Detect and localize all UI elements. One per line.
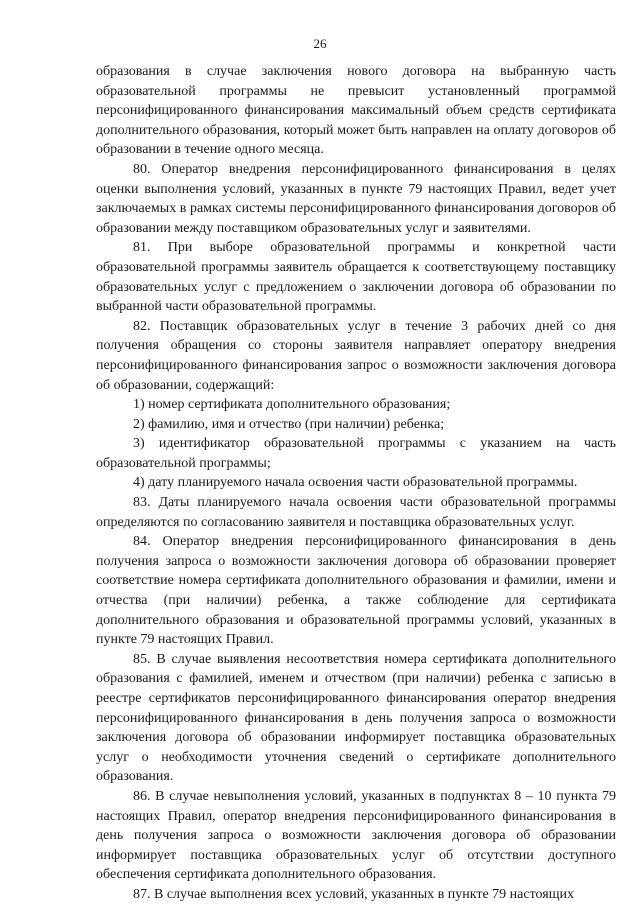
paragraph-86: 86. В случае невыполнения условий, указанных в подпунктах 8 – 10 пункта 79 настоящих Правил, оператор внедрения персонифицированного финансирования в день получения запроса о возможности заключения договора об образовании информирует поставщика образовательных услуг об отсутствии доступного обеспечения сертификата дополнительного образования. — [96, 788, 616, 883]
page-number: 26 — [313, 36, 327, 51]
paragraph-82: 82. Поставщик образовательных услуг в течение 3 рабочих дней со дня получения обращения со стороны заявителя направляет оператору внедрения персонифицированного финансирования запрос о возможности заключения договора об образовании, содержащий: — [96, 318, 616, 393]
list-item-2: 2) фамилию, имя и отчество (при наличии) ребенка; — [133, 416, 445, 432]
list-item-4: 4) дату планируемого начала освоения части образовательной программы. — [133, 475, 578, 491]
paragraph-80: 80. Оператор внедрения персонифицированного финансирования в целях оценки выполнения условий, указанных в пункте 79 настоящих Правил, ведет учет заключаемых в рамках системы персонифицированного финансирования договоров об образовании между поставщиком образовательных услуг и заявителями. — [96, 161, 616, 236]
document-body — [96, 62, 616, 905]
paragraph-85: 85. В случае выявления несоответствия номера сертификата дополнительного образования с фамилией, именем и отчеством (при наличии) ребенка с записью в реестре сертификатов персонифицированного финансирования оператор внедрения персонифицированного финансирования в день получения запроса о возможности заключения договора об образовании информирует поставщика образовательных услуг о необходимости уточнения сведений о сертификате дополнительного образования. — [96, 651, 616, 785]
paragraph-84: 84. Оператор внедрения персонифицированного финансирования в день получения запроса о возможности заключения договора об образовании проверяет соответствие номера сертификата дополнительного образования и фамилии, имени и отчества (при наличии) ребенка, а также соблюдение для сертификата дополнительного образования и образовательной программы условий, указанных в пункте 79 настоящих Правил. — [96, 534, 616, 648]
paragraph-continuation: образования в случае заключения нового договора на выбранную часть образовательной программы не превысит установленный программой персонифицированного финансирования максимальный объем средств сертификата дополнительного образования, который может быть направлен на оплату договоров об образовании в течение одного месяца. — [96, 64, 616, 158]
paragraph-87: 87. В случае выполнения всех условий, указанных в пункте 79 настоящих — [133, 886, 574, 902]
list-item-3: 3) идентификатор образовательной программы с указанием на часть образовательной программы; — [96, 436, 616, 471]
list-item-1: 1) номер сертификата дополнительного образования; — [133, 397, 451, 413]
paragraph-83: 83. Даты планируемого начала освоения части образовательной программы определяются по согласованию заявителя и поставщика образовательных услуг. — [96, 495, 616, 530]
paragraph-81: 81. При выборе образовательной программы и конкретной части образовательной программы заявитель обращается к соответствующему поставщику образовательных услуг с предложением о заключении договора об образовании по выбранной части образовательной программы. — [96, 240, 616, 315]
